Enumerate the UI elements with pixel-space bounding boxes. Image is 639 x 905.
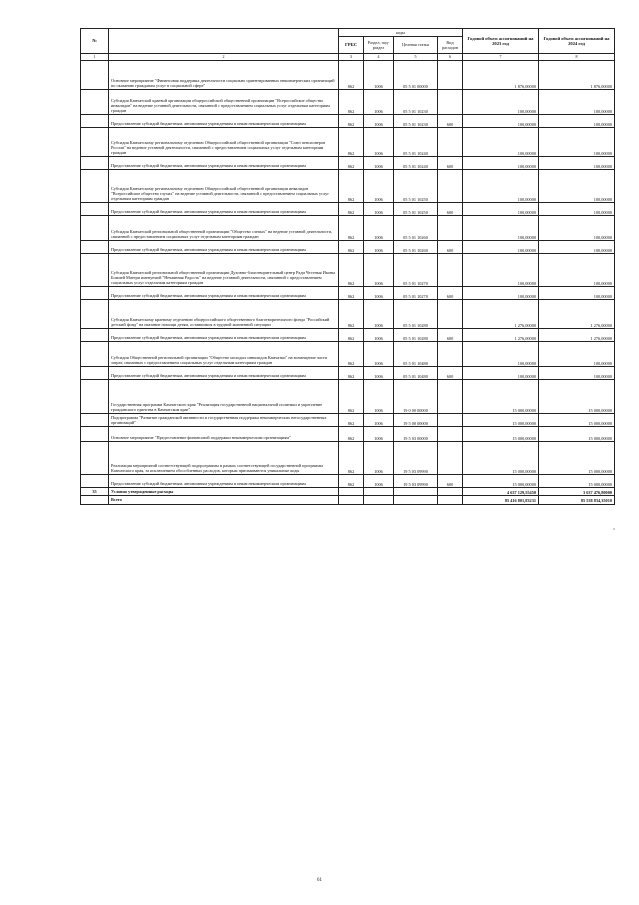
table-row [81, 414, 615, 427]
table-row [81, 216, 615, 241]
row-name: Предоставление субсидий бюджетным, автономным учреждениям и иным некоммерческим организациям [109, 287, 339, 300]
row-grbs: 862 [339, 254, 364, 287]
row-value-2023: 100,00000 [463, 128, 539, 157]
table-row [81, 254, 615, 287]
summary-empty-cell [394, 496, 438, 504]
row-value-2023: 100,00000 [463, 241, 539, 254]
row-grbs: 862 [339, 115, 364, 128]
row-section: 1006 [364, 254, 394, 287]
row-target: 05 5 01 10250 [394, 203, 438, 216]
row-number [81, 367, 109, 380]
row-target: 05 5 01 10240 [394, 128, 438, 157]
row-name: Основное мероприятие "Финансовая поддержка деятельности социально ориентированных некоммерческих организаций по оказанию гражданам услуг в социальной сфере" [109, 61, 339, 90]
table-row [81, 115, 615, 128]
summary-number: 35 [81, 488, 109, 496]
header-codes: коды [339, 29, 463, 37]
summary-row [81, 488, 615, 496]
row-expense-type [438, 216, 463, 241]
row-section: 1006 [364, 329, 394, 342]
table-row [81, 342, 615, 367]
summary-value-2024: 85 538 834,35010 [539, 496, 615, 504]
row-grbs: 862 [339, 300, 364, 329]
row-name: Предоставление субсидий бюджетным, автономным учреждениям и иным некоммерческим организациям [109, 241, 339, 254]
row-expense-type: 600 [438, 287, 463, 300]
summary-empty-cell [394, 488, 438, 496]
row-section: 1006 [364, 157, 394, 170]
summary-empty-cell [339, 488, 364, 496]
row-target: 05 5 01 10260 [394, 216, 438, 241]
row-expense-type: 600 [438, 203, 463, 216]
row-number [81, 157, 109, 170]
row-name: Предоставление субсидий бюджетным, автономным учреждениям и иным некоммерческим организациям [109, 203, 339, 216]
row-value-2023: 100,00000 [463, 170, 539, 203]
header-annual-2023: Годовой объем ассигнований на 2023 год [463, 29, 539, 54]
row-number [81, 442, 109, 475]
row-value-2023: 15 000,00000 [463, 442, 539, 475]
summary-empty-cell [364, 496, 394, 504]
row-expense-type: 600 [438, 367, 463, 380]
table-row [81, 475, 615, 488]
row-target: 05 5 01 10260 [394, 241, 438, 254]
row-target: 05 5 01 10480 [394, 342, 438, 367]
row-grbs: 862 [339, 442, 364, 475]
row-number [81, 241, 109, 254]
row-number [81, 380, 109, 414]
row-number [81, 287, 109, 300]
row-name: Основное мероприятие "Предоставление финансовой поддержки некоммерческим организациям" [109, 427, 339, 442]
row-name: Субсидия Камчатскому краевому отделению общероссийского общественного благотворительного фонда "Российский детский фонд" на оказание помощи детям, оставшимся в трудной жизненной ситуации [109, 300, 339, 329]
row-number [81, 216, 109, 241]
row-grbs: 862 [339, 216, 364, 241]
table-row [81, 380, 615, 414]
row-value-2023: 15 000,00000 [463, 380, 539, 414]
row-name: Подпрограмма "Развитие гражданской активности и государственная поддержка некоммерческих негосударственных организаций" [109, 414, 339, 427]
row-section: 1006 [364, 115, 394, 128]
row-name: Субсидия Камчатской региональной общественной организации "Общество слепых" на ведение уставной деятельности, связанной с предоставлением социальных услуг отдельным категориям граждан [109, 216, 339, 241]
header-row-top [81, 29, 615, 37]
column-index: 8 [539, 54, 615, 61]
row-value-2023: 100,00000 [463, 216, 539, 241]
table-row [81, 170, 615, 203]
table-row [81, 203, 615, 216]
row-value-2024: 100,00000 [539, 254, 615, 287]
row-value-2024: 15 000,00000 [539, 414, 615, 427]
column-index: 3 [339, 54, 364, 61]
row-target: 05 5 01 10230 [394, 115, 438, 128]
row-expense-type [438, 342, 463, 367]
trailing-mark: " [613, 529, 616, 534]
row-target: 19 5 03 09990 [394, 475, 438, 488]
header-section: Раздел, под-раздел [364, 37, 394, 54]
summary-number [81, 496, 109, 504]
row-section: 1006 [364, 241, 394, 254]
row-name: Предоставление субсидий бюджетным, автономным учреждениям и иным некоммерческим организациям [109, 329, 339, 342]
row-value-2024: 100,00000 [539, 115, 615, 128]
row-number [81, 427, 109, 442]
table-row [81, 90, 615, 115]
row-value-2023: 100,00000 [463, 90, 539, 115]
row-name: Субсидия Камчатской краевой организации общероссийской общественной организации "Всероссийское общество инвалидов" на ведение уставной деятельности, связанной с предоставлением социальных услуг отдельным категориям граждан [109, 90, 339, 115]
row-target: 05 5 01 00000 [394, 61, 438, 90]
row-number [81, 128, 109, 157]
table-summary [81, 488, 615, 504]
column-index: 6 [438, 54, 463, 61]
row-expense-type: 600 [438, 475, 463, 488]
summary-empty-cell [438, 496, 463, 504]
row-value-2024: 100,00000 [539, 170, 615, 203]
row-number [81, 254, 109, 287]
row-expense-type: 600 [438, 157, 463, 170]
row-grbs: 862 [339, 170, 364, 203]
row-value-2023: 100,00000 [463, 115, 539, 128]
budget-allocation-table [80, 28, 615, 505]
row-value-2024: 1 276,00000 [539, 329, 615, 342]
row-grbs: 862 [339, 157, 364, 170]
table-row [81, 329, 615, 342]
row-target: 05 5 01 10280 [394, 329, 438, 342]
row-section: 1006 [364, 300, 394, 329]
column-index: 4 [364, 54, 394, 61]
row-value-2023: 15 000,00000 [463, 414, 539, 427]
row-target: 05 5 01 10280 [394, 300, 438, 329]
summary-name: Всего [109, 496, 339, 504]
summary-name: Условно утвержденные расходы [109, 488, 339, 496]
row-target: 05 5 01 10270 [394, 287, 438, 300]
header-annual-2024: Годовой объем ассигнований на 2024 год [539, 29, 615, 54]
row-grbs: 862 [339, 329, 364, 342]
summary-value-2024: 3 637 476,80000 [539, 488, 615, 496]
row-value-2024: 100,00000 [539, 128, 615, 157]
row-target: 05 5 01 10250 [394, 170, 438, 203]
row-value-2024: 100,00000 [539, 90, 615, 115]
row-value-2023: 100,00000 [463, 157, 539, 170]
row-target: 19 5 03 09990 [394, 442, 438, 475]
row-section: 1006 [364, 170, 394, 203]
row-value-2024: 100,00000 [539, 367, 615, 380]
row-value-2023: 100,00000 [463, 287, 539, 300]
row-expense-type: 600 [438, 115, 463, 128]
table-body [81, 61, 615, 488]
row-grbs: 862 [339, 287, 364, 300]
row-grbs: 862 [339, 203, 364, 216]
row-expense-type [438, 128, 463, 157]
row-grbs: 862 [339, 367, 364, 380]
summary-empty-cell [364, 488, 394, 496]
table-row [81, 442, 615, 475]
row-value-2024: 100,00000 [539, 241, 615, 254]
table-row [81, 367, 615, 380]
row-value-2023: 100,00000 [463, 342, 539, 367]
table-row [81, 300, 615, 329]
row-target: 05 5 01 10480 [394, 367, 438, 380]
row-value-2023: 100,00000 [463, 367, 539, 380]
row-number [81, 170, 109, 203]
row-value-2023: 1 276,00000 [463, 300, 539, 329]
row-name: Предоставление субсидий бюджетным, автономным учреждениям и иным некоммерческим организациям [109, 367, 339, 380]
row-target: 05 5 01 10270 [394, 254, 438, 287]
row-expense-type: 600 [438, 241, 463, 254]
summary-empty-cell [339, 496, 364, 504]
header-name [109, 29, 339, 54]
row-expense-type [438, 442, 463, 475]
row-section: 1006 [364, 203, 394, 216]
row-number [81, 61, 109, 90]
row-number [81, 342, 109, 367]
row-name: Предоставление субсидий бюджетным, автономным учреждениям и иным некоммерческим организациям [109, 157, 339, 170]
row-expense-type [438, 61, 463, 90]
column-index: 7 [463, 54, 539, 61]
row-grbs: 862 [339, 342, 364, 367]
table-row [81, 128, 615, 157]
row-section: 1006 [364, 128, 394, 157]
row-number [81, 203, 109, 216]
row-grbs: 862 [339, 414, 364, 427]
row-value-2023: 15 000,00000 [463, 475, 539, 488]
row-value-2023: 1 876,00000 [463, 61, 539, 90]
row-section: 1006 [364, 475, 394, 488]
row-expense-type [438, 300, 463, 329]
header-number: № [81, 29, 109, 54]
table-row [81, 241, 615, 254]
row-target: 05 5 01 10230 [394, 90, 438, 115]
table-row [81, 287, 615, 300]
row-name: Субсидия Камчатской региональной общественной организации Духовно-благотворительный центр Ради Честныя Иконы Божией Матери именуемой "Нечаянная Радость" на ведение уставной деятельности, связанной с предоставлением социальных услуг отдельным категориям граждан [109, 254, 339, 287]
row-expense-type [438, 427, 463, 442]
row-value-2024: 15 000,00000 [539, 442, 615, 475]
row-target: 19 5 03 00000 [394, 427, 438, 442]
table-row [81, 157, 615, 170]
row-expense-type [438, 254, 463, 287]
row-section: 1006 [364, 427, 394, 442]
row-value-2023: 15 000,00000 [463, 427, 539, 442]
column-index: 2 [109, 54, 339, 61]
row-section: 1006 [364, 380, 394, 414]
column-index-row [81, 54, 615, 61]
row-expense-type [438, 170, 463, 203]
row-expense-type [438, 90, 463, 115]
row-target: 19 0 00 00000 [394, 380, 438, 414]
header-expense-type: Вид расходов [438, 37, 463, 54]
row-value-2024: 1 876,00000 [539, 61, 615, 90]
row-name: Реализация мероприятий соответствующей подпрограммы в рамках соответствующей государственной программы Камчатского края, за исключением обособленных расходов, которым присваиваются уникальные коды [109, 442, 339, 475]
row-section: 1006 [364, 414, 394, 427]
row-section: 1006 [364, 442, 394, 475]
row-value-2024: 100,00000 [539, 203, 615, 216]
row-grbs: 862 [339, 90, 364, 115]
column-index: 1 [81, 54, 109, 61]
row-grbs: 862 [339, 61, 364, 90]
row-value-2023: 100,00000 [463, 203, 539, 216]
row-value-2023: 100,00000 [463, 254, 539, 287]
row-name: Предоставление субсидий бюджетным, автономным учреждениям и иным некоммерческим организациям [109, 475, 339, 488]
row-value-2024: 100,00000 [539, 287, 615, 300]
summary-value-2023: 85 416 801,83231 [463, 496, 539, 504]
row-grbs: 862 [339, 380, 364, 414]
row-value-2024: 100,00000 [539, 342, 615, 367]
header-grbs: ГРБС [339, 37, 364, 54]
row-value-2024: 15 000,00000 [539, 427, 615, 442]
row-value-2024: 1 276,00000 [539, 300, 615, 329]
row-value-2024: 100,00000 [539, 216, 615, 241]
row-name: Субсидия Общественной региональной организации "Общество молодых инвалидов Камчатки" на возмещение части затрат, связанных с предоставлением социальных услуг отдельным категориям граждан [109, 342, 339, 367]
row-number [81, 90, 109, 115]
row-value-2024: 15 000,00000 [539, 380, 615, 414]
row-expense-type: 600 [438, 329, 463, 342]
row-name: Субсидия Камчатскому региональному отделению Общероссийской общественной организации инвалидов "Всероссийское общество глухих" на ведение уставной деятельности, связанной с предоставлением социальных услуг отдельным категориям граждан [109, 170, 339, 203]
row-number [81, 300, 109, 329]
row-number [81, 475, 109, 488]
column-index: 5 [394, 54, 438, 61]
row-expense-type [438, 414, 463, 427]
row-section: 1006 [364, 90, 394, 115]
row-value-2023: 1 276,00000 [463, 329, 539, 342]
row-section: 1006 [364, 61, 394, 90]
row-grbs: 862 [339, 427, 364, 442]
row-section: 1006 [364, 287, 394, 300]
header-target: Целевая статья [394, 37, 438, 54]
row-target: 19 5 00 00000 [394, 414, 438, 427]
row-grbs: 862 [339, 241, 364, 254]
row-value-2024: 15 000,00000 [539, 475, 615, 488]
row-number [81, 329, 109, 342]
table-row [81, 61, 615, 90]
table-row [81, 427, 615, 442]
row-expense-type [438, 380, 463, 414]
row-target: 05 5 01 10240 [394, 157, 438, 170]
summary-value-2023: 4 637 129,55450 [463, 488, 539, 496]
summary-empty-cell [438, 488, 463, 496]
row-section: 1006 [364, 367, 394, 380]
budget-table-sheet [80, 28, 614, 505]
page-number: 61 [317, 878, 322, 883]
row-value-2024: 100,00000 [539, 157, 615, 170]
row-section: 1006 [364, 216, 394, 241]
row-name: Предоставление субсидий бюджетным, автономным учреждениям и иным некоммерческим организациям [109, 115, 339, 128]
row-name: Субсидия Камчатскому региональному отделению Общероссийской общественной организации "Союз пенсионеров России" на ведение уставной деятельности, связанной с предоставлением социальных услуг отдельным категориям граждан [109, 128, 339, 157]
row-grbs: 862 [339, 475, 364, 488]
row-name: Государственная программа Камчатского края "Реализация государственной национальной политики и укрепление гражданского единства в Камчатском крае" [109, 380, 339, 414]
row-grbs: 862 [339, 128, 364, 157]
row-number [81, 414, 109, 427]
row-section: 1006 [364, 342, 394, 367]
summary-row [81, 496, 615, 504]
row-number [81, 115, 109, 128]
